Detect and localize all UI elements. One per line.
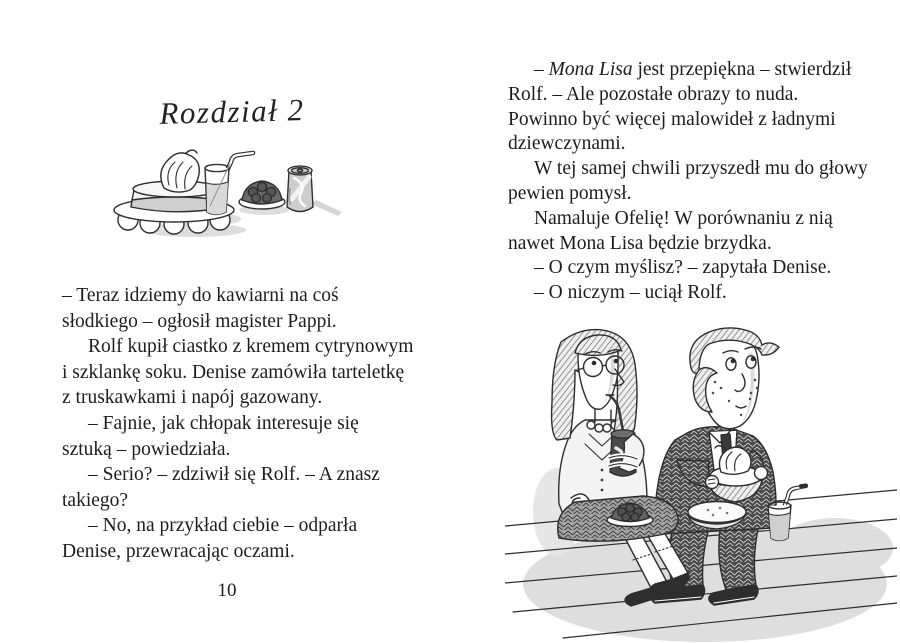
chapter-title: Rozdział 2 <box>159 92 305 131</box>
text-line: – O czym myślisz? – zapytała Denise. <box>534 257 832 279</box>
text-line: i szklankę soku. Denise zamówiła tarteletkę <box>62 361 405 383</box>
can-shadow <box>311 200 342 216</box>
text-line: Powinno być więcej malowideł z ładnymi <box>508 108 836 130</box>
boy-hand <box>755 467 768 480</box>
text-line: Rolf. – Ale pozostałe obrazy to nuda. <box>508 83 799 105</box>
soda-can-icon <box>287 166 313 211</box>
boy-hand <box>706 476 719 489</box>
right-page-text <box>508 58 868 306</box>
kids-illustration <box>505 322 897 643</box>
text-line: – Mona Lisa jest przepiękna – stwierdził <box>534 59 852 80</box>
boy-right-leg <box>719 529 758 590</box>
text-line: słodkiego – ogłosił magister Pappi. <box>62 310 337 332</box>
page-number: 10 <box>217 580 237 601</box>
text-line: – Teraz idziemy do kawiarni na coś <box>62 285 339 306</box>
text-line: pewien pomysł. <box>508 182 632 204</box>
berry-tartlet-icon <box>239 181 285 209</box>
text-line: W tej samej chwili przyszedł mu do głowy <box>534 158 868 180</box>
desserts-illustration <box>106 144 354 246</box>
text-line: dziewczynami. <box>508 133 626 155</box>
text-line: – O niczym – uciął Rolf. <box>534 282 727 304</box>
left-page-text <box>62 283 424 565</box>
text-line: sztuką – powiedziała. <box>62 438 231 460</box>
text-line: – Serio? – zdziwił się Rolf. – A znasz <box>88 464 380 486</box>
text-line: nawet Mona Lisa będzie brzydka. <box>508 232 772 254</box>
text-line: Rolf kupił ciastko z kremem cytrynowym <box>88 336 414 358</box>
text-line: – Fajnie, jak chłopak interesuje się <box>88 412 359 434</box>
text-line: takiego? <box>62 489 129 511</box>
text-line: Denise, przewracając oczami. <box>62 540 295 562</box>
text-line: – No, na przykład ciebie – odparła <box>88 515 358 537</box>
text-line: Namaluje Ofelię! W porównaniu z nią <box>534 207 833 229</box>
text-line: z truskawkami i napój gazowany. <box>62 387 323 409</box>
